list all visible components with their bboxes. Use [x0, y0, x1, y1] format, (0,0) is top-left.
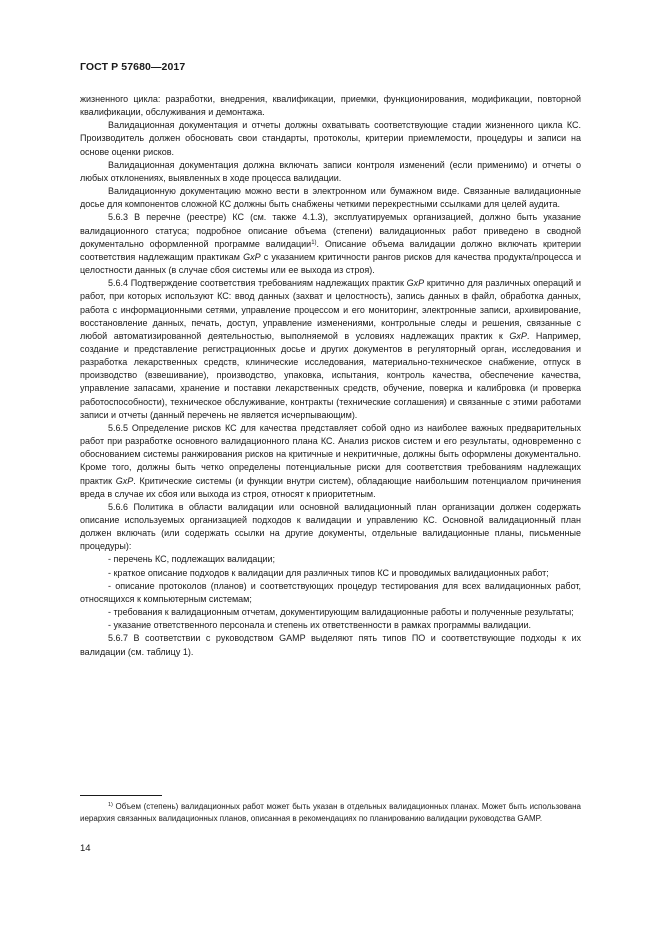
footnote — [80, 801, 581, 824]
page-number: 14 — [80, 843, 91, 854]
gxp-term: GxP — [406, 278, 425, 289]
footnote-reference[interactable]: 1) — [311, 239, 317, 246]
footnote-text: Объем (степень) валидационных работ может быть указан в отдельных валидационных планах. Может быть использована иерархия связанных валидационных планов, описанная в рекомендациях по планированию валидации руководства GAMP. — [80, 802, 581, 823]
clause-5-6-3-text-c: с указанием критичности рангов рисков для качества продукта/процесса и целостности данных (в случае сбоя системы или ее выхода из строя). — [80, 251, 582, 276]
list-item: - описание протоколов (планов) и соответствующих процедур тестирования для всех валидационных работ, относящихся к компьютерным системам; — [80, 580, 581, 604]
paragraph-validation-docs-2: Валидационная документация должна включать записи контроля изменений (если применимо) и отчеты о любых отклонениях, выявленных в ходе процесса валидации. — [80, 159, 581, 183]
clause-5-6-5 — [80, 422, 581, 501]
clause-5-6-3 — [80, 211, 581, 277]
clause-5-6-4-text-c: . Например, создание и представление регистрационных досье и других документов в регуляторный орган, исследования и разработка лекарственных средств, клинические исследования, материально-техническое снабжение, отпуск в производство (взвешивание), производство, упаковка, испытания, контроль качества, обеспечение качества, управление запасами, хранение и поставки лекарственных средств, обучение, поверка и калибровка (и проверка работоспособности), техническое обслуживание, контракты (технические соглашения) и связанные с этими работами записи и отчеты (данный перечень не является исчерпывающим). — [80, 330, 581, 420]
clause-5-6-7: 5.6.7 В соответствии с руководством GAMP выделяют пять типов ПО и соответствующие подходы к их валидации (см. таблицу 1). — [80, 633, 581, 657]
paragraph-continuation: жизненного цикла: разработки, внедрения, квалификации, приемки, функционирования, модификации, повторной квалификации, обслуживания и демонтажа. — [80, 94, 581, 118]
gxp-term: GxP — [243, 251, 261, 262]
list-item: - указание ответственного персонала и степень их ответственности в рамках программы валидации. — [108, 620, 532, 631]
gxp-term: GxP — [115, 475, 134, 486]
clause-5-6-5-text-b: . Критические системы (и функции внутри систем), обладающие наибольшим потенциалом причинения вреда в случае их сбоя или выхода из строя, относят к приоритетным. — [80, 475, 581, 499]
document-header: ГОСТ Р 57680—2017 — [80, 61, 186, 73]
footnote-divider — [80, 795, 162, 796]
clause-5-6-5-text-a: 5.6.5 Определение рисков КС для качества представляет собой одно из наиболее важных предварительных работ при разработке основного валидационного плана КС. Анализ рисков систем и его результаты, одновременно с обоснованием системы ранжирования рисков на критичные и некритичные, должны быть оформлены документально. Кроме того, должны быть четко определены потенциальные риски для соответствия требованиям надлежащих практик — [80, 422, 581, 486]
clause-5-6-6: 5.6.6 Политика в области валидации или основной валидационный план организации должен содержать описание используемых организацией подходов к валидации и управлению КС. Основной валидационный план должен включать (или содержать ссылки на другие документы, отдельные валидационные планы, письменные процедуры): — [80, 501, 581, 552]
clause-5-6-4 — [80, 277, 581, 422]
gxp-term: GxP — [509, 330, 527, 341]
clause-5-6-4-text-a: 5.6.4 Подтверждение соответствия требованиям надлежащих практик — [108, 278, 407, 289]
list-item: - краткое описание подходов к валидации для различных типов КС и проводимых валидационных работ; — [108, 567, 549, 578]
list-item: - перечень КС, подлежащих валидации; — [108, 554, 276, 565]
footnote-mark: 1) — [108, 802, 113, 808]
clause-5-6-4-text-b: критично для различных операций и работ, при которых используют КС: ввод данных (захват и целостность), запись данных в файл, обработка данных, работа с информационными сетями, управление процессом и его мониторинг, электронные записи, архивирование, восстановление данных, печать, доступ, управление изменениями, контрольные следы и решения, связанные с любой автоматизированной деятельностью, выполняемой в условиях надлежащих практик к — [80, 278, 581, 341]
clause-5-6-3-text-a: 5.6.3 В перечне (реестре) КС (см. также 4.1.3), эксплуатируемых организацией, должно быть указание валидационного статуса; подробное описание объема (степени) валидационных работ приведено в сводной документально оформленной программе валидации — [80, 212, 581, 249]
clause-5-6-3-text-b: . Описание объема валидации должно включать критерии соответствия надлежащим практикам — [80, 238, 581, 262]
paragraph-validation-docs-3: Валидационную документацию можно вести в электронном или бумажном виде. Связанные валидационные досье для компонентов сложной КС должны быть снабжены четкими перекрестными ссылками для целей аудита. — [80, 186, 581, 210]
list-item: - требования к валидационным отчетам, документирующим валидационные работы и полученные результаты; — [108, 607, 574, 618]
main-text — [80, 93, 581, 659]
paragraph-validation-docs-1: Валидационная документация и отчеты должны охватывать соответствующие стадии жизненного цикла КС. Производитель должен обосновать свои стандарты, протоколы, критерии приемлемости, процедуры и записи на основе оценки рисков. — [80, 120, 581, 157]
